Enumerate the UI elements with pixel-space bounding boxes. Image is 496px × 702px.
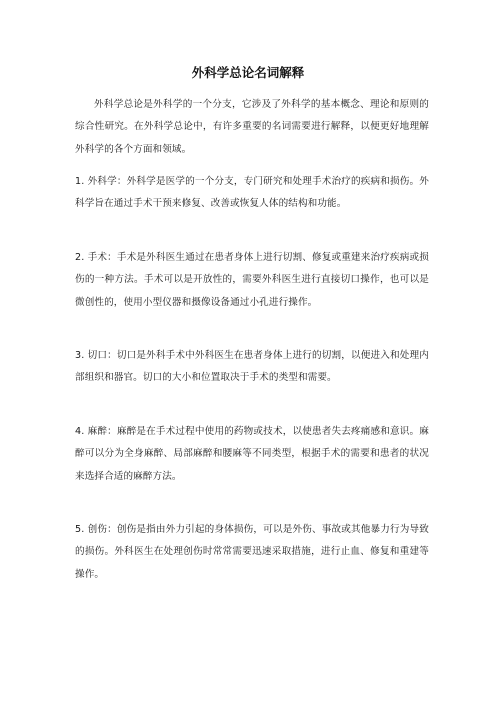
- intro-paragraph: 外科学总论是外科学的一个分支，它涉及了外科学的基本概念、理论和原则的综合性研究。在外科学总论中，有许多重要的名词需要进行解释，以便更好地理解外科学的各个方面和领域。: [75, 99, 429, 155]
- definition-item-1: 1. 外科学：外科学是医学的一个分支，专门研究和处理手术治疗的疾病和损伤。外科学旨在通过手术干预来修复、改善或恢复人体的结构和功能。: [75, 176, 429, 210]
- definition-item-5: 5. 创伤：创伤是指由外力引起的身体损伤，可以是外伤、事故或其他暴力行为导致的损伤。外科医生在处理创伤时常常需要迅速采取措施，进行止血、修复和重建等操作。: [75, 524, 429, 580]
- definition-item-3: 3. 切口：切口是外科手术中外科医生在患者身体上进行的切割，以便进入和处理内部组织和器官。切口的大小和位置取决于手术的类型和需要。: [75, 350, 429, 384]
- definition-item-4: 4. 麻醉：麻醉是在手术过程中使用的药物或技术，以使患者失去疼痛感和意识。麻醉可以分为全身麻醉、局部麻醉和腰麻等不同类型，根据手术的需要和患者的状况来选择合适的麻醉方法。: [75, 426, 429, 482]
- document-title: 外科学总论名词解释: [191, 65, 305, 80]
- definition-item-2: 2. 手术：手术是外科医生通过在患者身体上进行切割、修复或重建来治疗疾病或损伤的一种方法。手术可以是开放性的，需要外科医生进行直接切口操作，也可以是微创性的，使用小型仪器和摄像设备通过小孔进行操作。: [75, 252, 429, 308]
